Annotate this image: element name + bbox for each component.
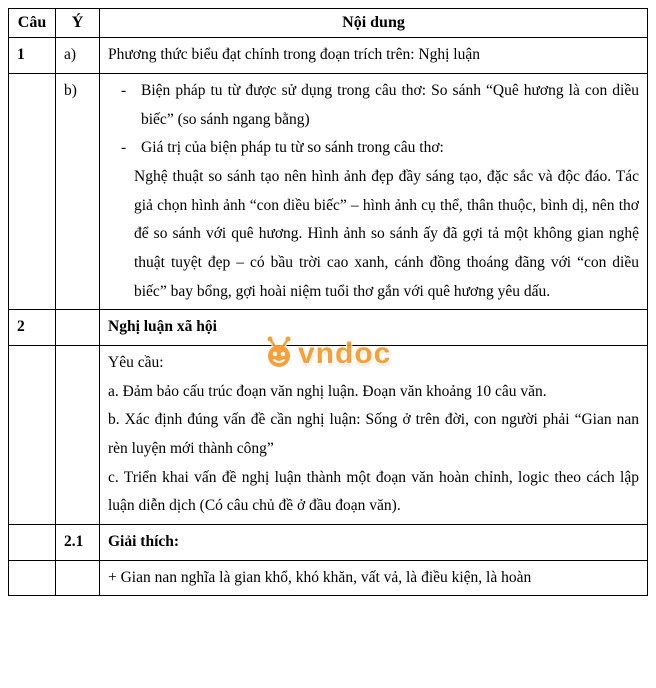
header-cau: Câu: [9, 9, 56, 38]
table-row-1b: [9, 74, 648, 310]
cell-content-1b: [100, 74, 648, 310]
cell-content-requirements: [100, 346, 648, 525]
header-y: Ý: [56, 9, 100, 38]
cell-y-empty-2: [56, 310, 100, 346]
cell-y-a: a): [56, 38, 100, 74]
table-row-21: [9, 525, 648, 561]
cell-content-21-title: Giải thích:: [100, 525, 648, 561]
bullet-item-1: [108, 77, 639, 134]
cell-content-1a: Phương thức biểu đạt chính trong đoạn trích trên: Nghị luận: [100, 38, 648, 74]
cell-content-last: + Gian nan nghĩa là gian khổ, khó khăn, vất vả, là điều kiện, là hoàn: [100, 560, 648, 596]
requirement-b: b. Xác định đúng vấn đề cần nghị luận: Sống ở trên đời, con người phải “Gian nan rèn luyện mới thành công”: [108, 411, 639, 458]
cell-cau-empty-1b: [9, 74, 56, 310]
cell-y-empty-req: [56, 346, 100, 525]
bullet-dash: -: [121, 82, 127, 100]
vndoc-watermark-text: vndoc: [298, 337, 392, 370]
table-row-1a: [9, 38, 648, 74]
bullet-item-2: [108, 134, 639, 163]
answer-table: [8, 8, 648, 596]
cell-cau-2: 2: [9, 310, 56, 346]
cell-cau-empty-req: [9, 346, 56, 525]
cell-content-2-title: Nghị luận xã hội: [100, 310, 648, 346]
cell-cau-1: 1: [9, 38, 56, 74]
table-row-2: [9, 310, 648, 346]
header-noidung: Nội dung: [100, 9, 648, 38]
cell-y-empty-last: [56, 560, 100, 596]
table-header-row: [9, 9, 648, 38]
bullet-text-2: Giá trị của biện pháp tu từ so sánh trong câu thơ:: [141, 139, 444, 157]
table-row-last: [9, 560, 648, 596]
cell-y-b: b): [56, 74, 100, 310]
bullet-dash: -: [121, 139, 127, 157]
requirements-intro: Yêu cầu:: [108, 354, 164, 372]
analysis-paragraph: Nghệ thuật so sánh tạo nên hình ảnh đẹp đầy sáng tạo, đặc sắc và độc đáo. Tác giả chọn hình ảnh “con diều biếc” – hình ảnh cụ thể, thân thuộc, bình dị, nên thơ để so sánh với quê hương. Hình ảnh so sánh ấy đã gợi tả một không gian nghệ thuật tuyệt đẹp – có bầu trời cao xanh, cánh đồng thoáng đãng với “con diều biếc” bay bổng, gợi hoài niệm tuổi thơ gắn với quê hương yêu dấu.: [134, 168, 639, 300]
cell-y-21: 2.1: [56, 525, 100, 561]
cell-cau-empty-21: [9, 525, 56, 561]
table-row-2-requirements: [9, 346, 648, 525]
requirement-a: a. Đảm bảo cấu trúc đoạn văn nghị luận. Đoạn văn khoảng 10 câu văn.: [108, 382, 547, 400]
bullet-text-1: Biện pháp tu từ được sử dụng trong câu thơ: So sánh “Quê hương là con diều biếc” (so sánh ngang bằng): [141, 82, 639, 128]
answer-key-document: [8, 8, 648, 596]
requirement-c: c. Triển khai vấn đề nghị luận thành một đoạn văn hoàn chỉnh, logic theo cách lập luận diễn dịch (Có câu chủ đề ở đầu đoạn văn).: [108, 468, 639, 515]
cell-cau-empty-last: [9, 560, 56, 596]
